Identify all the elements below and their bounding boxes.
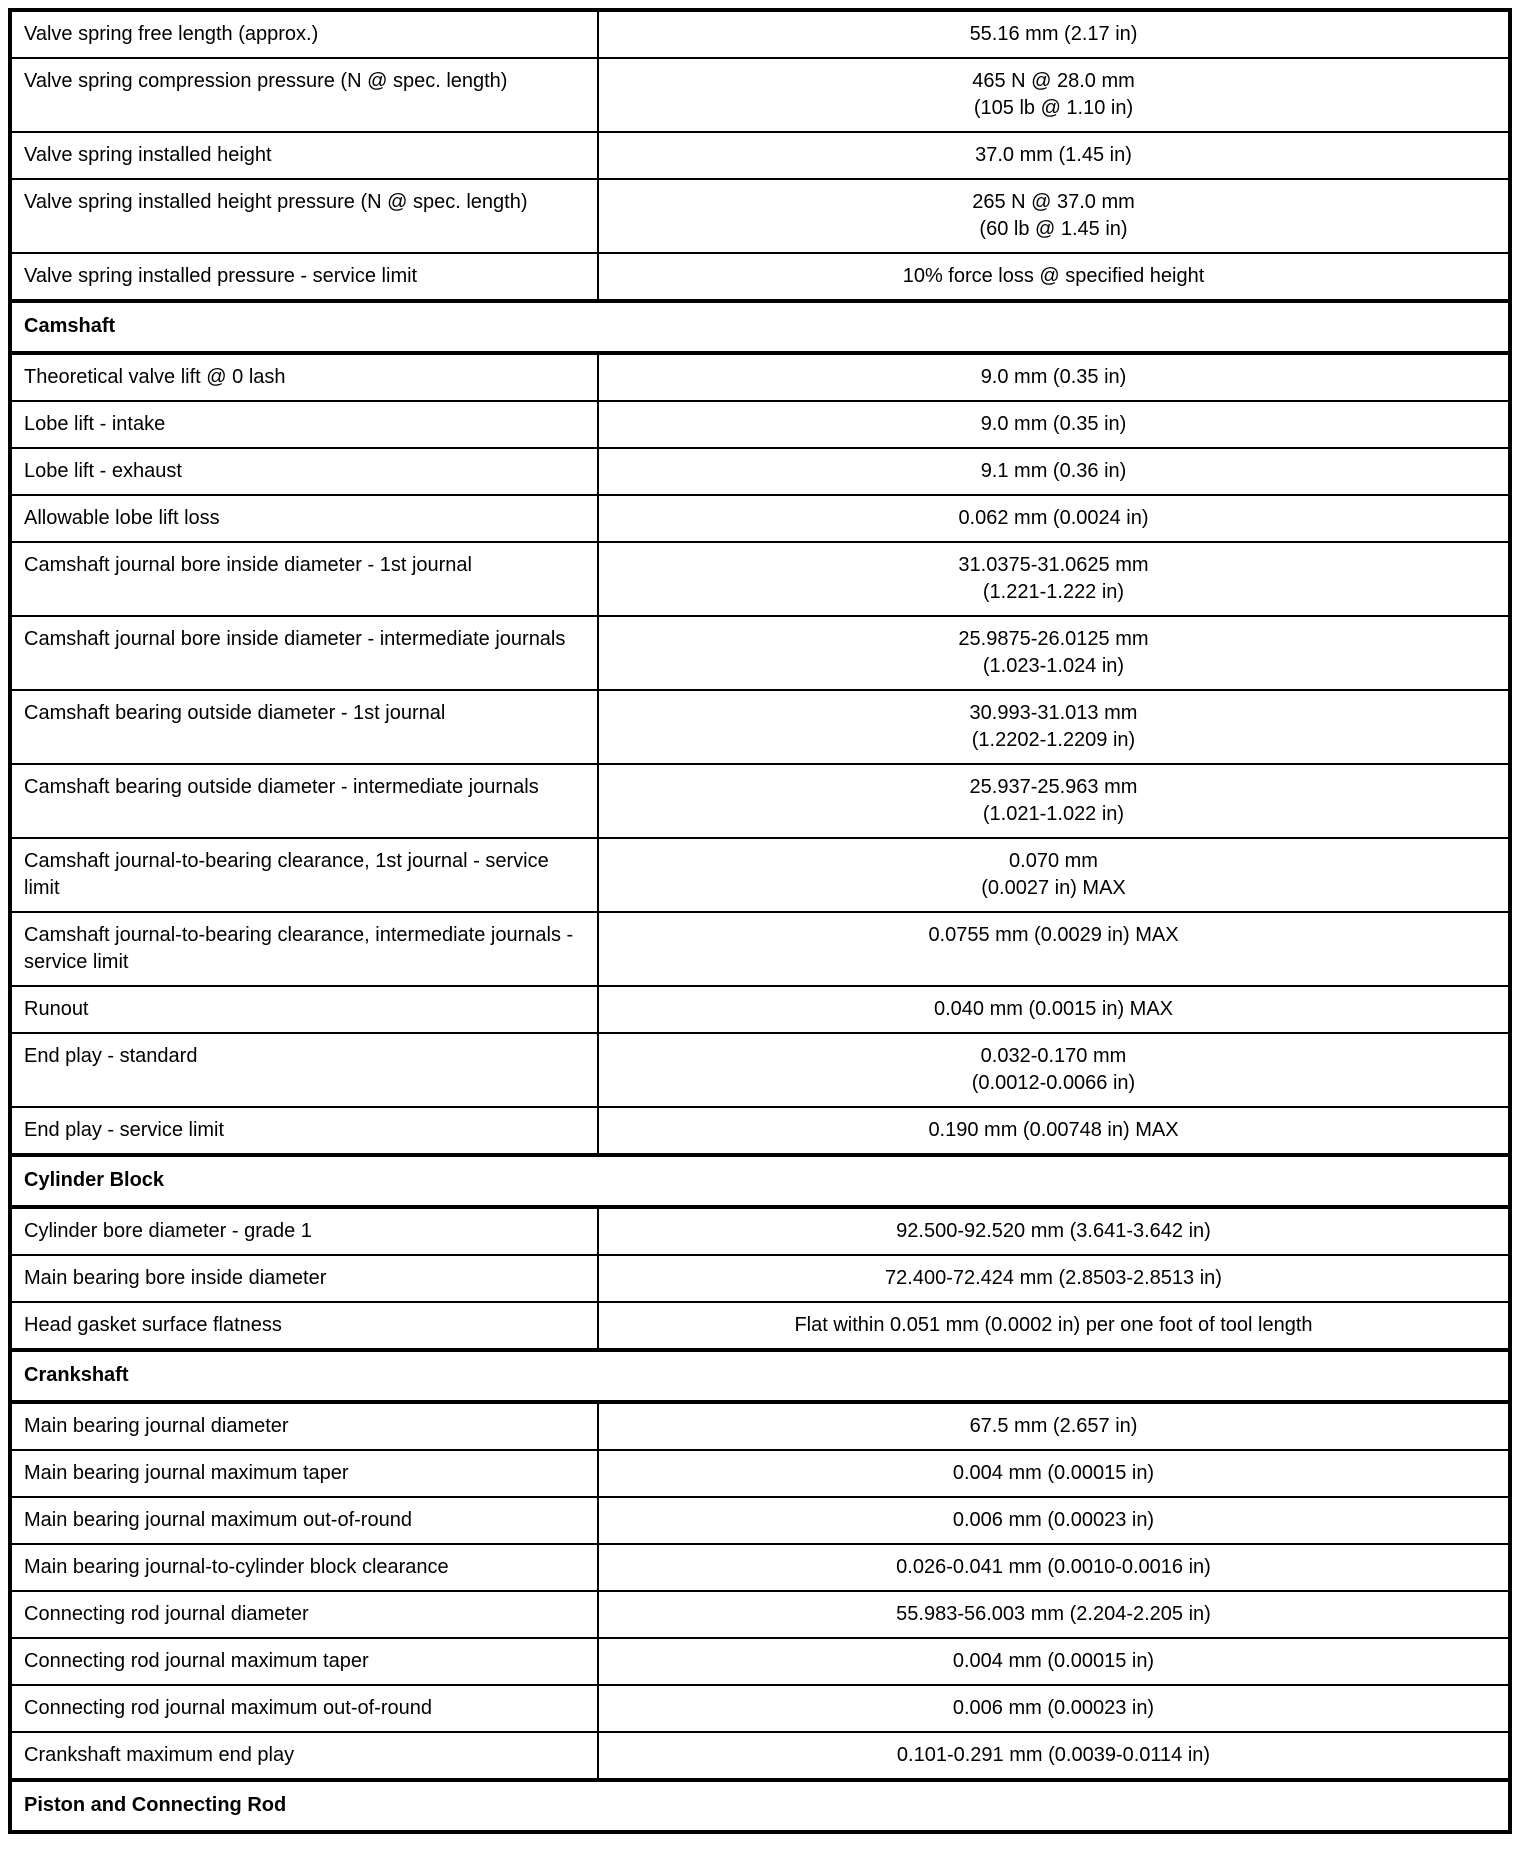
spec-value	[598, 495, 1510, 542]
spec-value-line: 9.0 mm (0.35 in)	[980, 413, 1127, 435]
spec-value	[598, 986, 1510, 1033]
spec-label: Valve spring installed height pressure (N @ spec. length)	[10, 179, 598, 253]
section-header-row	[10, 1155, 1510, 1207]
spec-value-line: 465 N @ 28.0 mm	[972, 70, 1135, 92]
spec-value	[598, 1402, 1510, 1450]
spec-value	[598, 1107, 1510, 1155]
spec-label: Main bearing journal-to-cylinder block clearance	[10, 1544, 598, 1591]
spec-value	[598, 1255, 1510, 1302]
spec-label: Valve spring free length (approx.)	[10, 10, 598, 58]
spec-row	[10, 448, 1510, 495]
spec-value	[598, 58, 1510, 132]
spec-value-line: (105 lb @ 1.10 in)	[973, 97, 1134, 119]
spec-value-line: 9.0 mm (0.35 in)	[980, 366, 1127, 388]
spec-label: Head gasket surface flatness	[10, 1302, 598, 1350]
spec-label: Camshaft bearing outside diameter - intermediate journals	[10, 764, 598, 838]
spec-row	[10, 1207, 1510, 1255]
section-header-row	[10, 301, 1510, 353]
spec-row	[10, 401, 1510, 448]
spec-row	[10, 1638, 1510, 1685]
spec-value	[598, 132, 1510, 179]
section-title: Cylinder Block	[10, 1155, 1510, 1207]
spec-value	[598, 1544, 1510, 1591]
spec-value	[598, 690, 1510, 764]
spec-value	[598, 253, 1510, 301]
section-title: Camshaft	[10, 301, 1510, 353]
spec-value-line: (1.021-1.022 in)	[982, 803, 1125, 825]
spec-value	[598, 353, 1510, 401]
section-title: Crankshaft	[10, 1350, 1510, 1402]
spec-row	[10, 616, 1510, 690]
spec-value	[598, 1207, 1510, 1255]
spec-value	[598, 179, 1510, 253]
spec-value-line: 0.004 mm (0.00015 in)	[952, 1650, 1155, 1672]
spec-label: Main bearing journal maximum out-of-round	[10, 1497, 598, 1544]
spec-value-line: 55.16 mm (2.17 in)	[969, 23, 1138, 45]
spec-value-line: 0.026-0.041 mm (0.0010-0.0016 in)	[896, 1556, 1211, 1578]
spec-value	[598, 838, 1510, 912]
spec-value-line: Flat within 0.051 mm (0.0002 in) per one foot of tool length	[794, 1314, 1313, 1336]
spec-row	[10, 986, 1510, 1033]
spec-label: Lobe lift - exhaust	[10, 448, 598, 495]
spec-row	[10, 1402, 1510, 1450]
spec-value-line: 265 N @ 37.0 mm	[972, 191, 1135, 213]
section-header-row	[10, 1350, 1510, 1402]
spec-row	[10, 58, 1510, 132]
spec-value-line: 0.101-0.291 mm (0.0039-0.0114 in)	[896, 1744, 1211, 1766]
spec-value-line: 0.006 mm (0.00023 in)	[952, 1509, 1155, 1531]
spec-value	[598, 1450, 1510, 1497]
spec-row	[10, 1544, 1510, 1591]
spec-row	[10, 1107, 1510, 1155]
spec-value	[598, 1591, 1510, 1638]
spec-row	[10, 1033, 1510, 1107]
spec-value-line: 9.1 mm (0.36 in)	[980, 460, 1127, 482]
spec-label: Camshaft journal bore inside diameter - 1st journal	[10, 542, 598, 616]
spec-label: Theoretical valve lift @ 0 lash	[10, 353, 598, 401]
spec-value-line: 25.9875-26.0125 mm	[958, 628, 1149, 650]
spec-value	[598, 401, 1510, 448]
spec-row	[10, 1685, 1510, 1732]
spec-row	[10, 912, 1510, 986]
spec-label: End play - standard	[10, 1033, 598, 1107]
spec-value-line: 31.0375-31.0625 mm	[958, 554, 1149, 576]
spec-value-line: (1.2202-1.2209 in)	[971, 729, 1136, 751]
spec-row	[10, 1497, 1510, 1544]
spec-row	[10, 1302, 1510, 1350]
spec-value-line: 92.500-92.520 mm (3.641-3.642 in)	[896, 1220, 1211, 1242]
spec-row	[10, 838, 1510, 912]
spec-label: Main bearing journal maximum taper	[10, 1450, 598, 1497]
spec-row	[10, 1591, 1510, 1638]
spec-value	[598, 1732, 1510, 1780]
spec-value-line: 30.993-31.013 mm	[969, 702, 1138, 724]
spec-row	[10, 542, 1510, 616]
spec-value	[598, 10, 1510, 58]
spec-row	[10, 1255, 1510, 1302]
spec-label: Camshaft bearing outside diameter - 1st journal	[10, 690, 598, 764]
spec-value	[598, 1302, 1510, 1350]
spec-row	[10, 132, 1510, 179]
spec-value-line: (1.023-1.024 in)	[982, 655, 1125, 677]
spec-label: Runout	[10, 986, 598, 1033]
spec-value	[598, 764, 1510, 838]
spec-label: Main bearing bore inside diameter	[10, 1255, 598, 1302]
spec-label: Connecting rod journal diameter	[10, 1591, 598, 1638]
spec-value-line: 0.070 mm	[1009, 850, 1098, 872]
spec-label: Lobe lift - intake	[10, 401, 598, 448]
spec-label: Crankshaft maximum end play	[10, 1732, 598, 1780]
spec-label: Allowable lobe lift loss	[10, 495, 598, 542]
spec-value-line: 0.032-0.170 mm	[980, 1045, 1127, 1067]
spec-label: End play - service limit	[10, 1107, 598, 1155]
section-title: Piston and Connecting Rod	[10, 1780, 1510, 1832]
spec-value-line: (60 lb @ 1.45 in)	[979, 218, 1128, 240]
spec-row	[10, 1450, 1510, 1497]
spec-label: Camshaft journal-to-bearing clearance, intermediate journals - service limit	[10, 912, 598, 986]
spec-value-line: 0.040 mm (0.0015 in) MAX	[934, 998, 1173, 1020]
spec-value-line: 0.190 mm (0.00748 in) MAX	[928, 1119, 1179, 1141]
spec-label: Camshaft journal-to-bearing clearance, 1st journal - service limit	[10, 838, 598, 912]
spec-value-line: 0.062 mm (0.0024 in)	[958, 507, 1149, 529]
spec-value-line: 72.400-72.424 mm (2.8503-2.8513 in)	[885, 1267, 1222, 1289]
spec-label: Connecting rod journal maximum taper	[10, 1638, 598, 1685]
spec-value	[598, 448, 1510, 495]
spec-label: Camshaft journal bore inside diameter - intermediate journals	[10, 616, 598, 690]
spec-label: Valve spring compression pressure (N @ spec. length)	[10, 58, 598, 132]
spec-value-line: 25.937-25.963 mm	[969, 776, 1138, 798]
spec-value-line: 0.0755 mm (0.0029 in) MAX	[928, 924, 1179, 946]
spec-value	[598, 1685, 1510, 1732]
spec-value-line: 0.004 mm (0.00015 in)	[952, 1462, 1155, 1484]
spec-label: Valve spring installed pressure - service limit	[10, 253, 598, 301]
spec-row	[10, 764, 1510, 838]
spec-value	[598, 616, 1510, 690]
spec-value-line: (1.221-1.222 in)	[982, 581, 1125, 603]
spec-row	[10, 690, 1510, 764]
spec-value	[598, 1033, 1510, 1107]
spec-row	[10, 1732, 1510, 1780]
spec-row	[10, 253, 1510, 301]
spec-value-line: 55.983-56.003 mm (2.204-2.205 in)	[896, 1603, 1211, 1625]
spec-label: Connecting rod journal maximum out-of-round	[10, 1685, 598, 1732]
engine-specifications-table	[8, 8, 1512, 1834]
spec-value-line: 67.5 mm (2.657 in)	[969, 1415, 1138, 1437]
spec-value-line: 37.0 mm (1.45 in)	[975, 144, 1132, 166]
spec-label: Cylinder bore diameter - grade 1	[10, 1207, 598, 1255]
spec-value	[598, 1638, 1510, 1685]
spec-value-line: (0.0012-0.0066 in)	[971, 1072, 1136, 1094]
spec-label: Valve spring installed height	[10, 132, 598, 179]
spec-value	[598, 542, 1510, 616]
spec-row	[10, 495, 1510, 542]
spec-value	[598, 912, 1510, 986]
spec-value	[598, 1497, 1510, 1544]
spec-row	[10, 10, 1510, 58]
spec-label: Main bearing journal diameter	[10, 1402, 598, 1450]
spec-value-line: 0.006 mm (0.00023 in)	[952, 1697, 1155, 1719]
section-header-row	[10, 1780, 1510, 1832]
spec-value-line: (0.0027 in) MAX	[981, 877, 1126, 899]
spec-value-line: 10% force loss @ specified height	[902, 265, 1205, 287]
spec-row	[10, 353, 1510, 401]
spec-row	[10, 179, 1510, 253]
specifications-table-body	[10, 10, 1510, 1832]
